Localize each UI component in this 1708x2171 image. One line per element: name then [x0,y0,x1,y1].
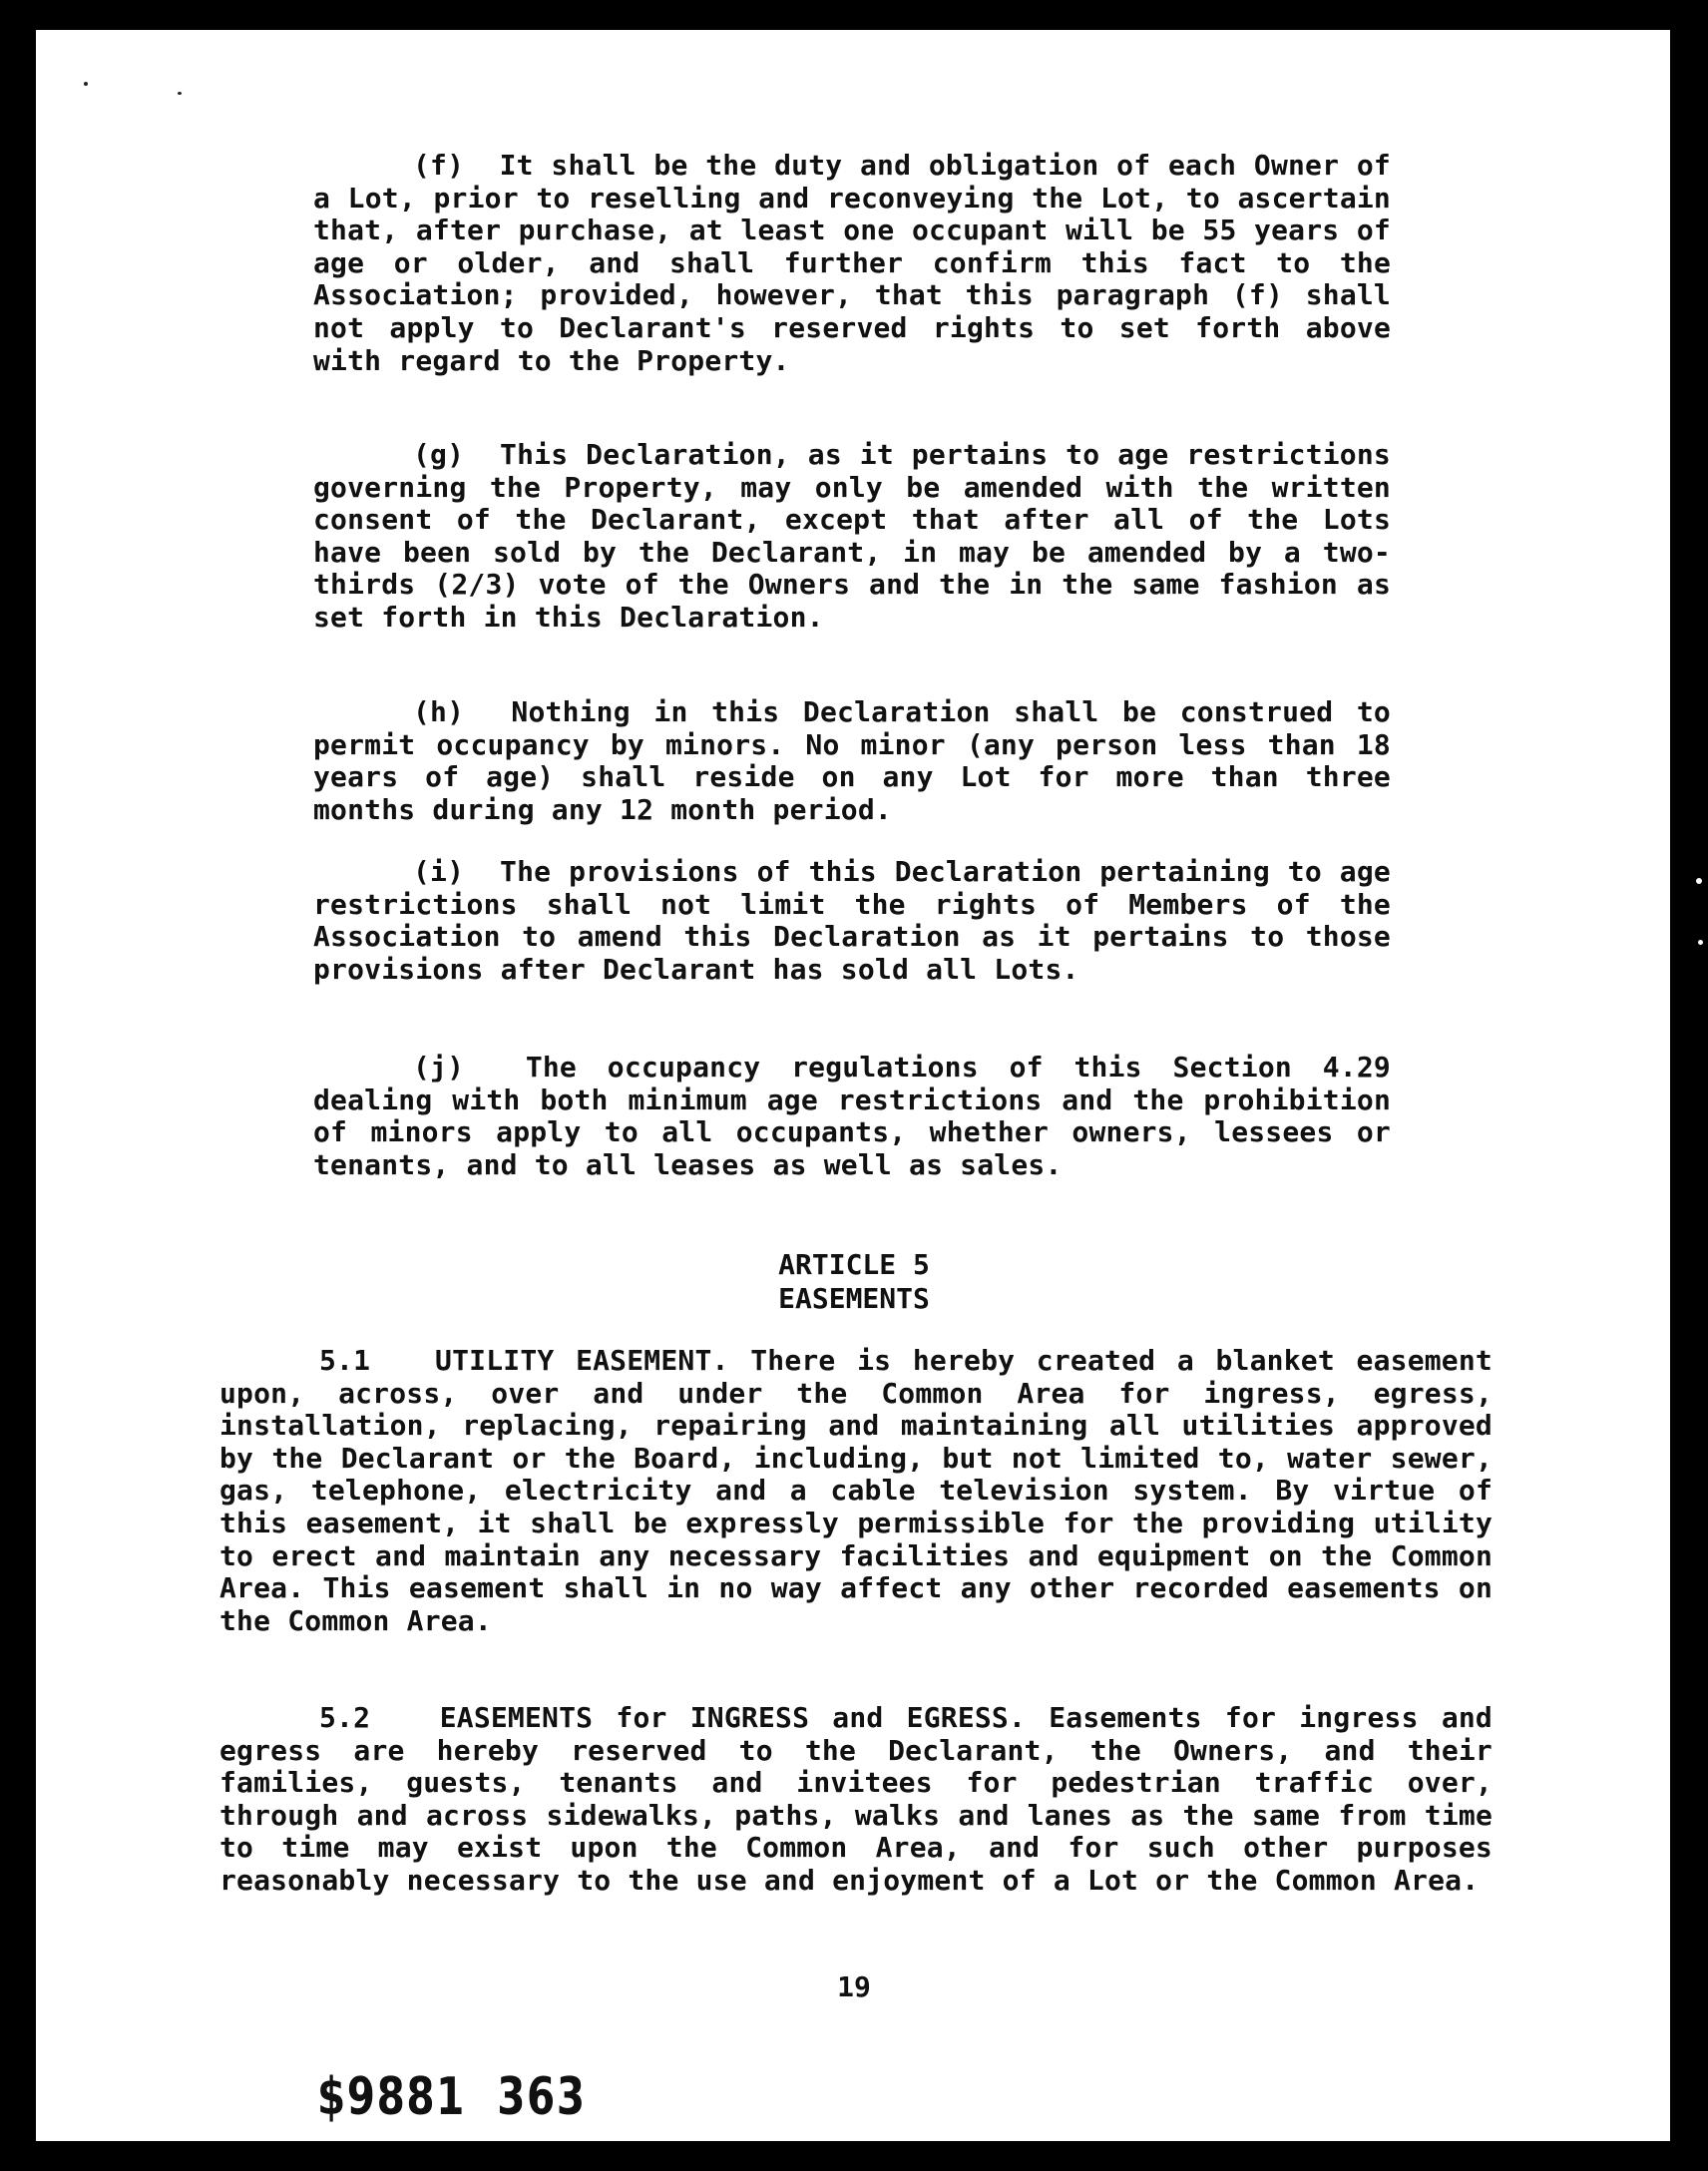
recording-number: $9881 363 [317,2067,587,2127]
paragraph-i [313,856,1391,986]
paragraph-h-text: Nothing in this Declaration shall be construed to permit occupancy by minors. No minor (any person less than 18 years of age) shall reside on any Lot for more than three months during any 12 month period. [313,695,1391,826]
paragraph-j [313,1052,1391,1181]
paragraph-i-label: (i) [413,855,465,888]
paragraph-f-label: (f) [413,149,465,182]
article-title: EASEMENTS [778,1282,930,1315]
scan-speck [1698,940,1703,945]
section-5-1-number: 5.1 [319,1344,371,1377]
paragraph-j-label: (j) [413,1051,465,1084]
page-number: 19 [837,1970,871,2003]
paragraph-g-label: (g) [413,438,465,471]
scan-speck [178,92,182,95]
section-5-2 [219,1702,1493,1898]
paragraph-i-text: The provisions of this Declaration pertaining to age restrictions shall not limit the rights of Members of the Association to amend this Declaration as it pertains to those provisions after Declarant has sold all Lots. [313,855,1391,986]
section-5-1-text: UTILITY EASEMENT. There is hereby created a blanket easement upon, across, over and under the Common Area for ingress, egress, installation, replacing, repairing and maintaining all utilities approved by the Declarant or the Board, including, but not limited to, water sewer, gas, telephone, electricity and a cable television system. By virtue of this easement, it shall be expressly permissible for the providing utility to erect and maintain any necessary facilities and equipment on the Common Area. This easement shall in no way affect any other recorded easements on the Common Area. [219,1344,1493,1637]
paragraph-f [313,150,1391,377]
paragraph-h [313,696,1391,826]
paragraph-j-text: The occupancy regulations of this Section 4.29 dealing with both minimum age restrictions and the prohibition of minors apply to all occupants, whether owners, lessees or tenants, and to all leases as well as sales. [313,1051,1391,1181]
scan-speck [1696,878,1702,884]
section-5-2-text: EASEMENTS for INGRESS and EGRESS. Easements for ingress and egress are hereby reserved to the Declarant, the Owners, and their families, guests, tenants and invitees for pedestrian traffic over, through and across sidewalks, paths, walks and lanes as the same from time to time may exist upon the Common Area, and for such other purposes reasonably necessary to the use and enjoyment of a Lot or the Common Area. [219,1701,1493,1897]
section-5-1 [219,1345,1493,1637]
paragraph-g-text: This Declaration, as it pertains to age restrictions governing the Property, may only be amended with the written consent of the Declarant, except that after all of the Lots have been sold by the Declarant, in may be amended by a two-thirds (2/3) vote of the Owners and the in the same fashion as set forth in this Declaration. [313,438,1391,634]
paragraph-g [313,439,1391,635]
section-5-2-number: 5.2 [319,1701,371,1734]
scan-speck [84,82,88,86]
paragraph-f-text: It shall be the duty and obligation of each Owner of a Lot, prior to reselling and reconveying the Lot, to ascertain that, after purchase, at least one occupant will be 55 years of age or older, and shall further confirm this fact to the Association; provided, however, that this paragraph (f) shall not apply to Declarant's reserved rights to set forth above with regard to the Property. [313,149,1391,377]
paragraph-h-label: (h) [413,695,465,728]
article-number: ARTICLE 5 [778,1248,930,1281]
